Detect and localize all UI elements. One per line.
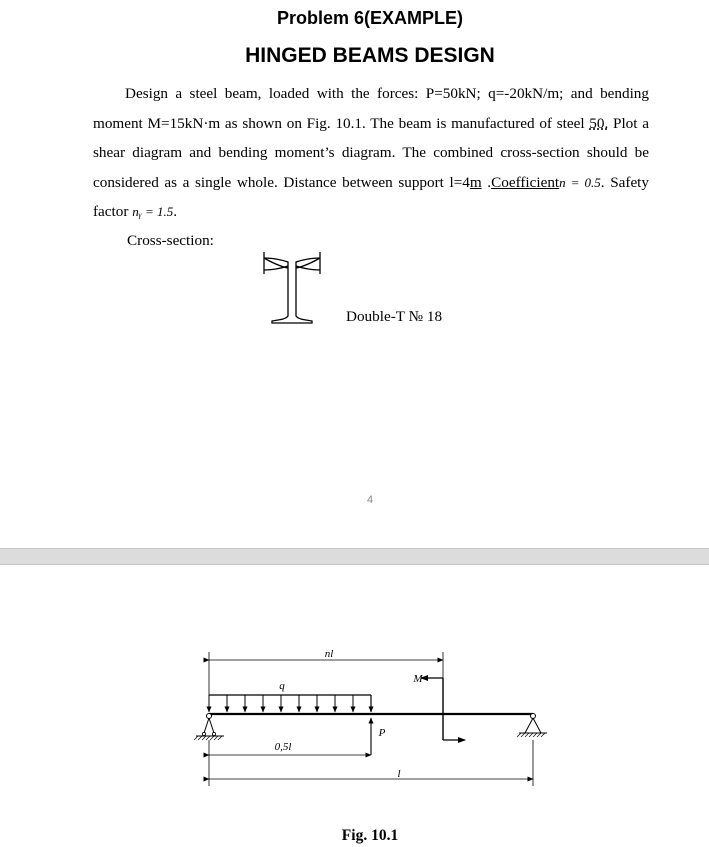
distributed-load — [209, 695, 371, 712]
statement-text-4: . Safety factor — [93, 173, 649, 220]
cross-section-label: Cross-section: — [127, 232, 214, 249]
steel-grade: 50. — [589, 114, 609, 132]
beam-loading-diagram — [0, 565, 709, 847]
statement-text-3: . — [481, 173, 492, 191]
label-P: P — [378, 727, 386, 739]
safety-factor-formula: nᵧ = 1.5 — [132, 204, 174, 219]
document-page-2 — [0, 565, 709, 847]
problem-title: Problem 6(EXAMPLE) — [276, 8, 464, 28]
figure-caption: Fig. 10.1 — [341, 827, 399, 844]
page-separator — [0, 548, 709, 565]
statement-text-5: . — [173, 203, 178, 220]
page-number: 4 — [366, 494, 374, 506]
unit-meter: m — [469, 173, 482, 191]
label-M: M — [413, 673, 423, 685]
pin-support-right — [517, 714, 547, 738]
section-heading: HINGED BEAMS DESIGN — [245, 44, 495, 67]
label-nl: nl — [324, 648, 334, 660]
label-q: q — [279, 680, 285, 692]
pin-support-left — [194, 714, 224, 741]
dimension-nl — [209, 652, 443, 710]
statement-text-2: Plot a shear diagram and bending moment’s diagram. The combined cross-section should be considered as a single whole. Distance between support l=4 — [93, 114, 649, 191]
coefficient-word: Coefficient — [491, 173, 560, 191]
coefficient-formula: n = 0.5 — [559, 174, 601, 190]
distributed-load-arrows — [209, 695, 371, 712]
section-name: Double-T № 18 — [346, 308, 443, 325]
label-half-l: 0,5l — [274, 741, 292, 753]
label-l: l — [397, 768, 401, 780]
problem-statement — [93, 79, 649, 227]
moment-M — [421, 678, 465, 740]
i-beam-section-icon — [258, 248, 328, 326]
statement-text-1: Design a steel beam, loaded with the forces: P=50kN; q=-20kN/m; and bending moment M=15kN·m as shown on Fig. 10.1. The beam is manufactured of steel — [93, 85, 649, 132]
